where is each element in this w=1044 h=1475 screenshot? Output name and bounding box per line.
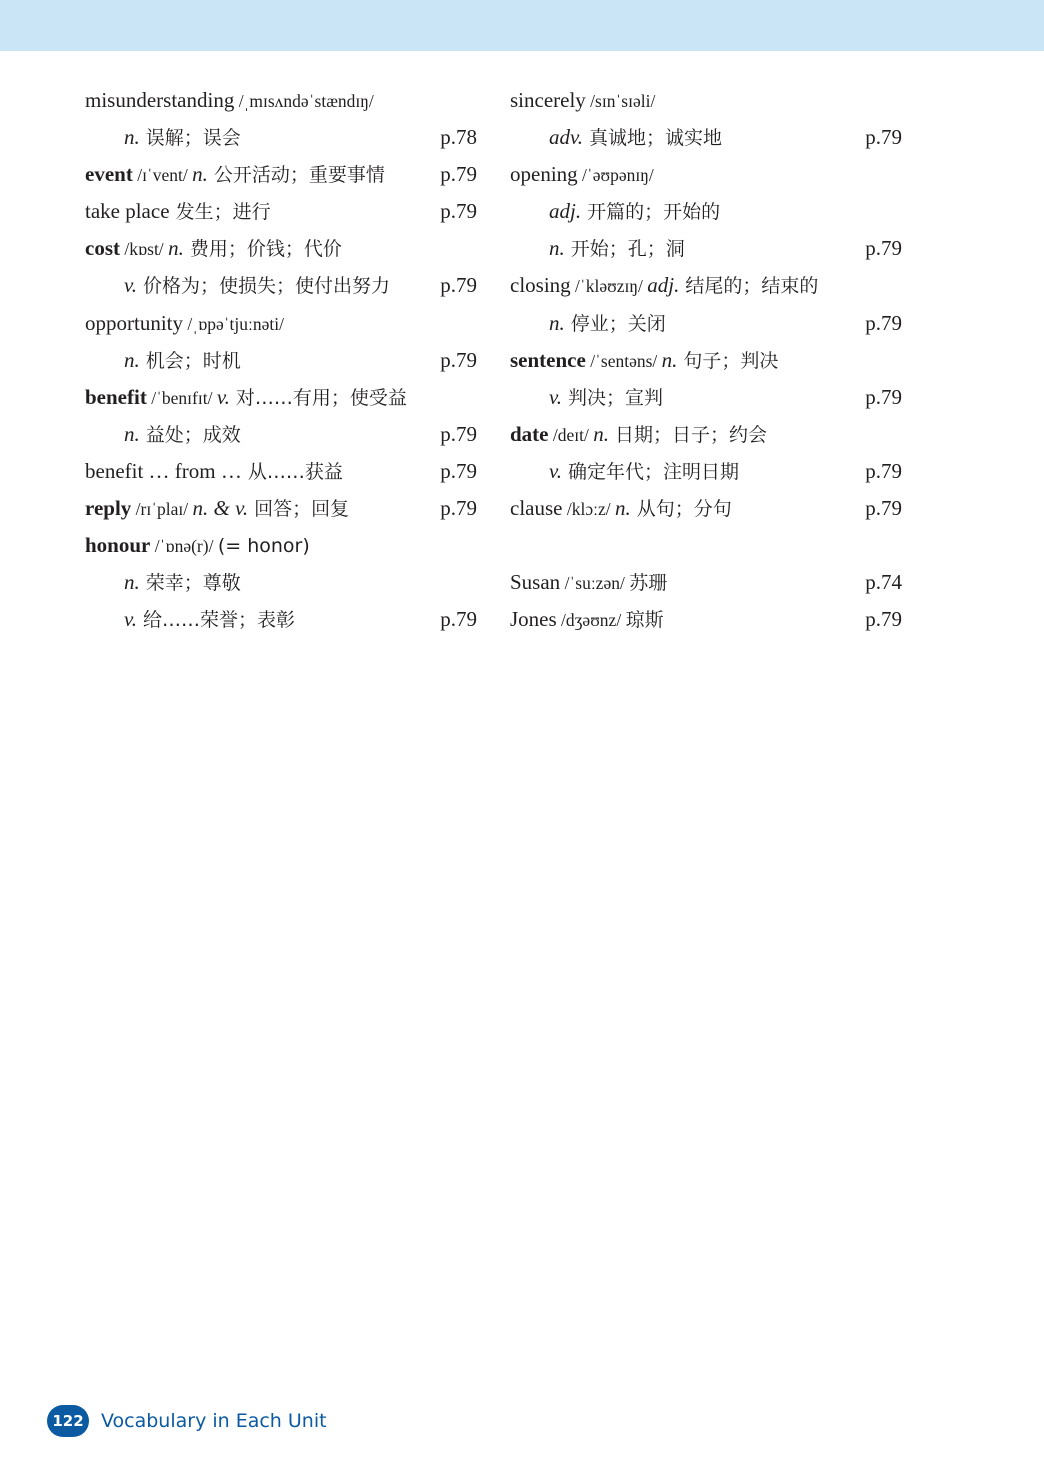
page-reference: p.79 bbox=[440, 458, 477, 483]
vocab-entry bbox=[510, 453, 902, 490]
part-of-speech: v. bbox=[549, 384, 563, 409]
meaning: 费用；价钱；代价 bbox=[183, 238, 342, 261]
page-footer bbox=[47, 1404, 327, 1438]
vocab-entry bbox=[85, 342, 477, 379]
headword: Susan bbox=[510, 570, 561, 595]
page-reference: p.79 bbox=[440, 607, 477, 632]
headword: benefit … from … bbox=[85, 458, 242, 483]
part-of-speech: v. bbox=[124, 273, 138, 298]
page-reference: p.79 bbox=[865, 496, 902, 521]
vocab-entry bbox=[510, 379, 902, 416]
meaning: 对……有用；使受益 bbox=[229, 386, 407, 409]
meaning: 回答；回复 bbox=[248, 498, 350, 521]
page-number-badge: 122 bbox=[47, 1405, 89, 1437]
vocab-entry bbox=[510, 601, 902, 638]
meaning: 价格为；使损失；使付出努力 bbox=[137, 275, 391, 298]
page-reference: p.79 bbox=[865, 125, 902, 150]
vocab-entry bbox=[510, 193, 902, 230]
phonetic: /ˈəʊpənɪŋ/ bbox=[577, 165, 654, 186]
page-reference: p.74 bbox=[865, 570, 902, 595]
vocabulary-column-right bbox=[510, 82, 902, 638]
part-of-speech: v. bbox=[549, 458, 563, 483]
page-reference: p.79 bbox=[865, 310, 902, 335]
part-of-speech: n. bbox=[593, 421, 609, 446]
page-reference: p.79 bbox=[865, 607, 902, 632]
meaning: 益处；成效 bbox=[139, 423, 241, 446]
page-reference: p.79 bbox=[865, 458, 902, 483]
phonetic: /ˈɒnə(r)/ bbox=[150, 536, 218, 557]
headword: date bbox=[510, 421, 549, 446]
meaning: 开始；孔；洞 bbox=[564, 238, 685, 261]
part-of-speech: n. bbox=[661, 347, 678, 372]
vocab-entry bbox=[85, 490, 477, 527]
vocab-entry bbox=[85, 267, 477, 304]
part-of-speech: adj. bbox=[549, 199, 582, 224]
vocab-entry bbox=[510, 564, 902, 601]
part-of-speech: n. bbox=[124, 570, 140, 595]
vocab-entry bbox=[85, 379, 477, 416]
headword: cost bbox=[85, 236, 120, 261]
meaning: 苏珊 bbox=[629, 572, 668, 595]
page-reference: p.79 bbox=[440, 347, 477, 372]
vocab-entry bbox=[85, 82, 477, 119]
vocab-entry bbox=[85, 119, 477, 156]
meaning: 琼斯 bbox=[625, 609, 664, 632]
headword: sentence bbox=[510, 347, 586, 372]
part-of-speech: adv. bbox=[549, 125, 584, 150]
phonetic: /rɪˈplaɪ/ bbox=[131, 499, 193, 520]
headword: opportunity bbox=[85, 310, 183, 335]
part-of-speech: n. bbox=[192, 162, 208, 187]
page-reference: p.79 bbox=[865, 236, 902, 261]
part-of-speech: n. bbox=[549, 236, 565, 261]
meaning: 从句；分句 bbox=[630, 498, 732, 521]
phonetic: /dʒəʊnz/ bbox=[556, 610, 626, 631]
page-reference: p.79 bbox=[440, 496, 477, 521]
part-of-speech: adj. bbox=[647, 273, 680, 298]
meaning: 句子；判决 bbox=[677, 349, 779, 372]
vocab-entry bbox=[85, 305, 477, 342]
top-color-band bbox=[0, 0, 1044, 51]
part-of-speech: n. & v. bbox=[192, 496, 249, 521]
headword: event bbox=[85, 162, 133, 187]
part-of-speech: n. bbox=[614, 496, 631, 521]
part-of-speech: n. bbox=[124, 125, 140, 150]
vocab-entry bbox=[510, 416, 902, 453]
meaning: 发生；进行 bbox=[169, 201, 271, 224]
meaning: 确定年代；注明日期 bbox=[562, 460, 740, 483]
vocab-entry bbox=[510, 305, 902, 342]
vocab-entry bbox=[85, 453, 477, 490]
phonetic: /ˌɒpəˈtjuːnəti/ bbox=[183, 313, 285, 334]
vocab-entry bbox=[510, 490, 902, 527]
page-reference: p.79 bbox=[440, 273, 477, 298]
phonetic: /ɪˈvent/ bbox=[132, 165, 193, 186]
headword: misunderstanding bbox=[85, 88, 235, 112]
phonetic: /kɒst/ bbox=[120, 239, 169, 260]
page-reference: p.79 bbox=[865, 384, 902, 409]
headword: clause bbox=[510, 496, 563, 521]
blank-row bbox=[510, 527, 902, 564]
vocab-entry bbox=[85, 230, 477, 267]
page-reference: p.78 bbox=[440, 125, 477, 150]
meaning: 误解；误会 bbox=[139, 127, 241, 150]
page-reference: p.79 bbox=[440, 199, 477, 224]
vocab-entry bbox=[85, 193, 477, 230]
meaning: 日期；日子；约会 bbox=[608, 423, 768, 446]
meaning: 公开活动；重要事情 bbox=[207, 164, 385, 187]
phonetic: /ˈkləʊzɪŋ/ bbox=[570, 276, 648, 297]
headword: take place bbox=[85, 199, 170, 224]
vocab-entry bbox=[85, 156, 477, 193]
meaning: 机会；时机 bbox=[139, 349, 241, 372]
vocab-entry bbox=[85, 416, 477, 453]
vocab-entry bbox=[510, 156, 902, 193]
headword: sincerely bbox=[510, 88, 586, 112]
part-of-speech: v. bbox=[216, 384, 230, 409]
vocab-entry bbox=[510, 342, 902, 379]
meaning: 给……荣誉；表彰 bbox=[137, 609, 296, 632]
headword: Jones bbox=[510, 607, 557, 632]
meaning: 荣幸；尊敬 bbox=[139, 572, 241, 595]
meaning: 停业；关闭 bbox=[564, 312, 666, 335]
headword: opening bbox=[510, 162, 578, 187]
phonetic: /sɪnˈsɪəli/ bbox=[585, 91, 656, 111]
part-of-speech: n. bbox=[549, 310, 565, 335]
meaning: 开篇的；开始的 bbox=[581, 201, 721, 224]
vocab-entry bbox=[510, 267, 902, 304]
meaning: 真诚地；诚实地 bbox=[583, 127, 723, 150]
vocab-entry bbox=[510, 119, 902, 156]
vocab-entry bbox=[85, 564, 477, 601]
headword: benefit bbox=[85, 384, 147, 409]
meaning: 判决；宣判 bbox=[562, 386, 664, 409]
phonetic: /klɔːz/ bbox=[562, 499, 615, 520]
headword: reply bbox=[85, 496, 132, 521]
meaning: (= honor) bbox=[217, 535, 310, 558]
meaning: 结尾的；结束的 bbox=[679, 275, 819, 298]
phonetic: /ˈsuːzən/ bbox=[560, 573, 630, 594]
vocab-entry bbox=[85, 527, 477, 564]
meaning: 从……获益 bbox=[241, 460, 343, 483]
vocab-entry bbox=[85, 601, 477, 638]
vocab-entry bbox=[510, 230, 902, 267]
phonetic: /deɪt/ bbox=[548, 424, 594, 445]
page-reference: p.79 bbox=[440, 162, 477, 187]
headword: honour bbox=[85, 533, 151, 558]
phonetic: /ˌmɪsʌndəˈstændɪŋ/ bbox=[234, 91, 374, 111]
vocabulary-column-left bbox=[85, 82, 477, 638]
vocab-entry bbox=[510, 82, 902, 119]
part-of-speech: n. bbox=[124, 421, 140, 446]
phonetic: /ˈsentəns/ bbox=[585, 350, 662, 371]
phonetic: /ˈbenɪfɪt/ bbox=[146, 387, 217, 408]
part-of-speech: n. bbox=[168, 236, 184, 261]
part-of-speech: n. bbox=[124, 347, 140, 372]
footer-section-title: Vocabulary in Each Unit bbox=[101, 1410, 327, 1432]
headword: closing bbox=[510, 273, 571, 298]
part-of-speech: v. bbox=[124, 607, 138, 632]
page-reference: p.79 bbox=[440, 421, 477, 446]
